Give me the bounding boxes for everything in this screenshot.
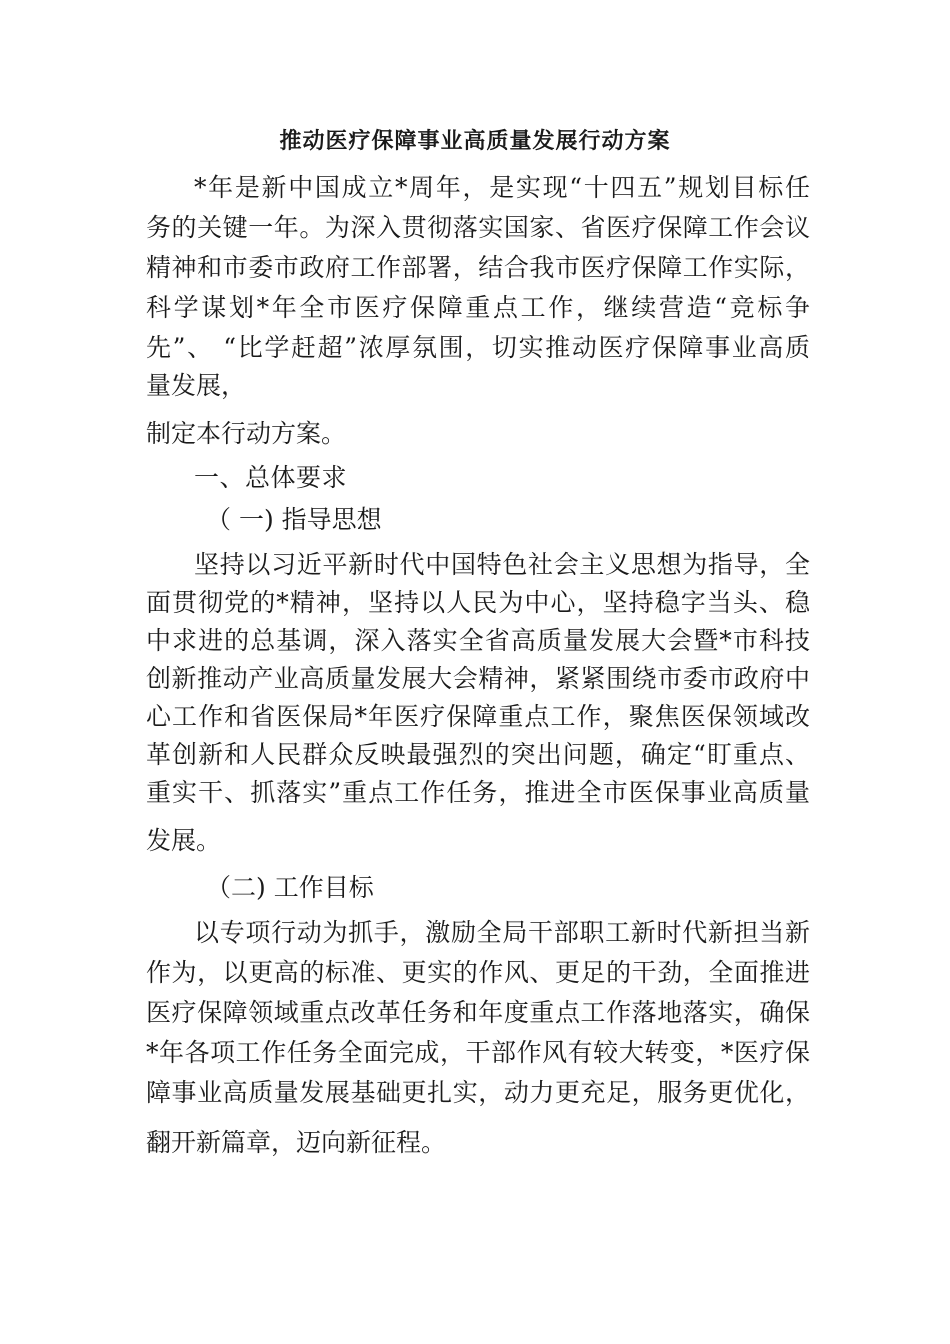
subsection-heading: （二) 工作目标 xyxy=(206,873,374,902)
paragraph-line: 面贯彻党的*精神，坚持以人民为中心，坚持稳字当头、稳 xyxy=(146,588,810,617)
section-heading: 一、总体要求 xyxy=(194,463,348,492)
intro-end-line: 制定本行动方案。 xyxy=(146,419,347,448)
paragraph-line: 障事业高质量发展基础更扎实，动力更充足，服务更优化， xyxy=(146,1078,810,1107)
paragraph-line: 重实干、抓落实”重点工作任务，推进全市医保事业高质量 xyxy=(146,778,810,807)
intro-line: 先”、 “比学赶超”浓厚氛围，切实推动医疗保障事业高质 xyxy=(146,333,810,362)
intro-line: 量发展， xyxy=(146,371,247,400)
document-title: 推动医疗保障事业高质量发展行动方案 xyxy=(279,129,671,154)
paragraph-line: 医疗保障领域重点改革任务和年度重点工作落地落实，确保 xyxy=(146,998,810,1027)
paragraph-line: 作为，以更高的标准、更实的作风、更足的干劲，全面推进 xyxy=(146,958,810,987)
intro-line: 务的关键一年。为深入贯彻落实国家、省医疗保障工作会议 xyxy=(146,213,810,242)
paragraph-line: 革创新和人民群众反映最强烈的突出问题，确定“盯重点、 xyxy=(146,740,810,769)
intro-line: *年是新中国成立*周年，是实现“十四五”规划目标任 xyxy=(194,173,810,202)
intro-line: 精神和市委市政府工作部署，结合我市医疗保障工作实际， xyxy=(146,253,810,282)
paragraph-line: *年各项工作任务全面完成，干部作风有较大转变，*医疗保 xyxy=(146,1038,810,1067)
subsection-heading: （ 一) 指导思想 xyxy=(206,505,382,534)
paragraph-line: 以专项行动为抓手，激励全局干部职工新时代新担当新 xyxy=(194,918,810,947)
paragraph-line: 中求进的总基调，深入落实全省高质量发展大会暨*市科技 xyxy=(146,626,810,655)
paragraph-line: 发展。 xyxy=(146,826,222,855)
paragraph-line: 创新推动产业高质量发展大会精神，紧紧围绕市委市政府中 xyxy=(146,664,810,693)
intro-line: 科学谋划*年全市医疗保障重点工作，继续营造“竞标争 xyxy=(146,293,810,322)
paragraph-line: 心工作和省医保局*年医疗保障重点工作，聚焦医保领域改 xyxy=(146,702,810,731)
paragraph-line: 翻开新篇章，迈向新征程。 xyxy=(146,1128,447,1157)
paragraph-line: 坚持以习近平新时代中国特色社会主义思想为指导，全 xyxy=(194,550,810,579)
